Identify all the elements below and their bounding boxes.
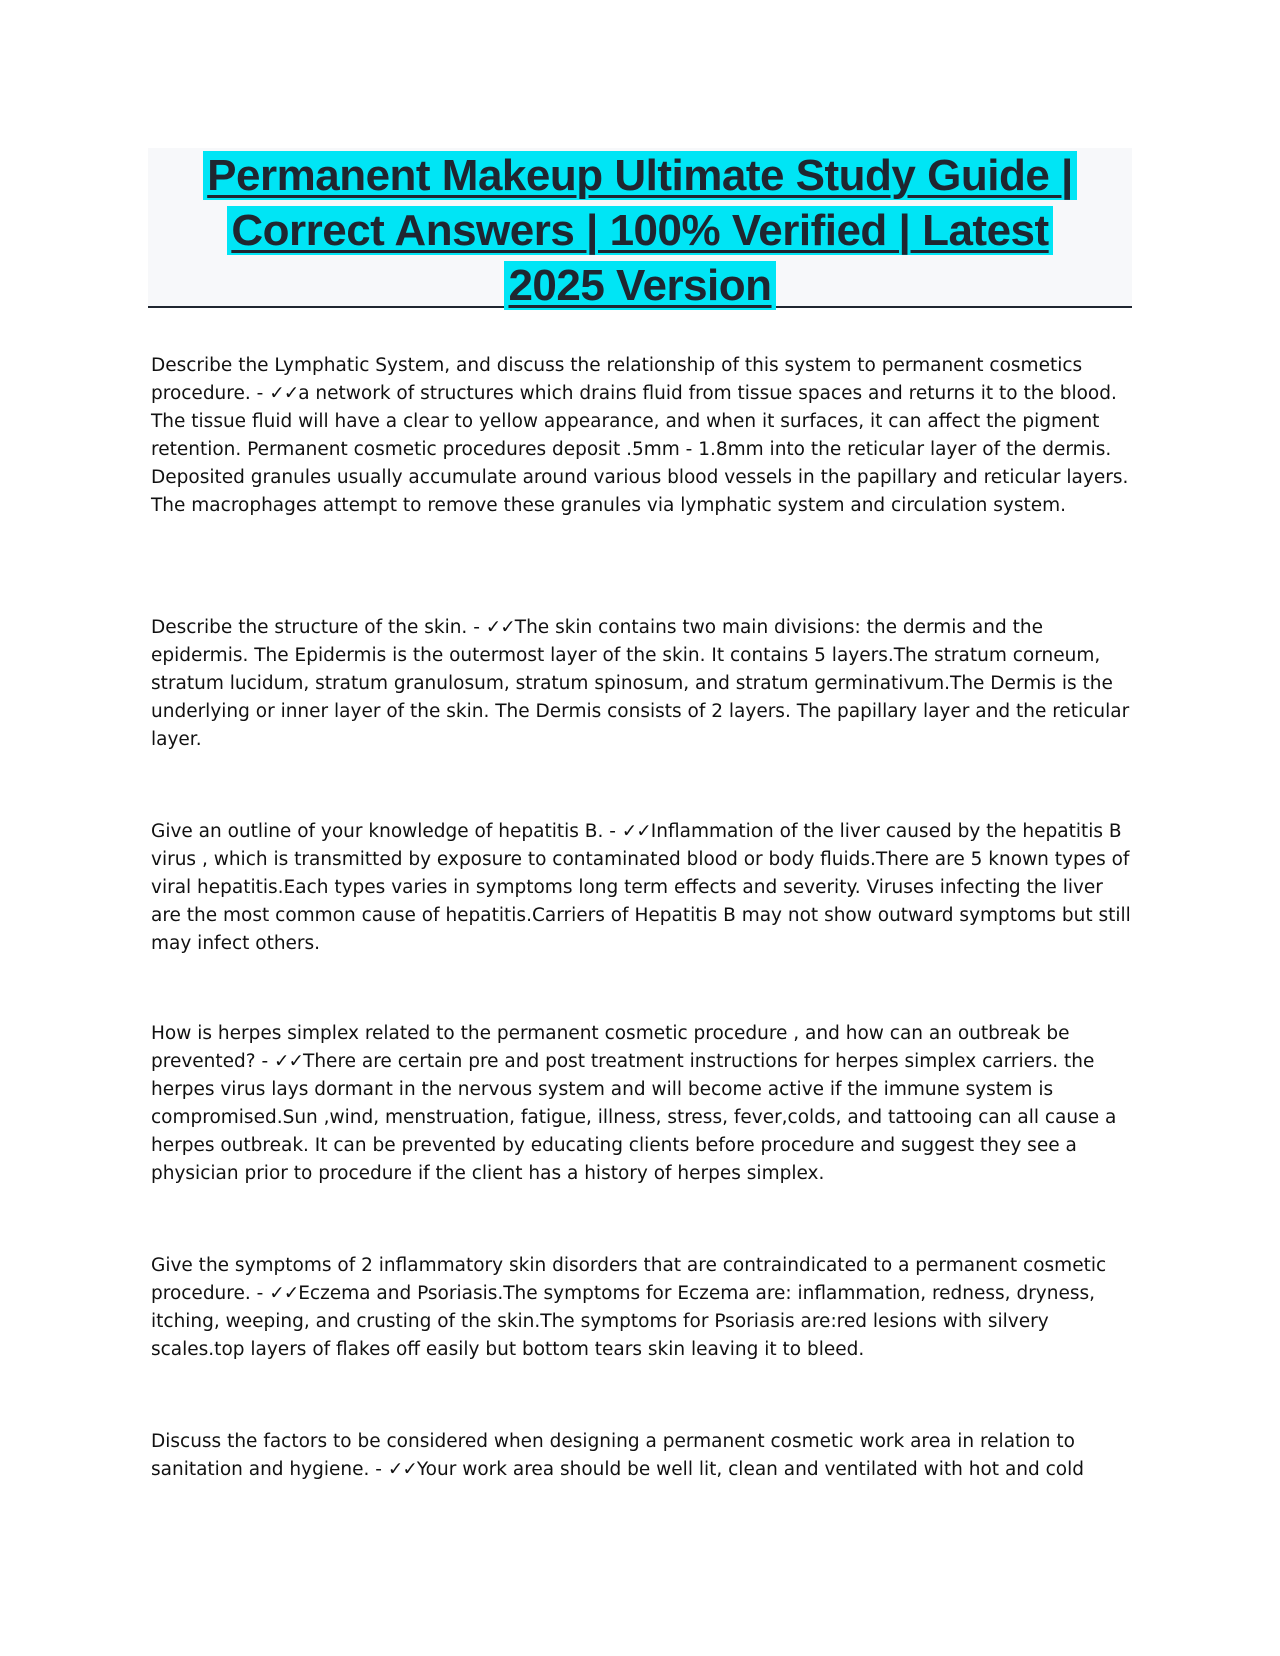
qa-item-6 <box>151 1428 1136 1484</box>
answer-text: Inflammation of the liver caused by the hepatitis B virus , which is transmitted by exposure to contaminated blood or body fluids.There are 5 known types of viral hepatitis.Each types varies in symptoms long term effects and severity. Viruses infecting the liver are the most common cause of hepatitis.Carriers of Hepatitis B may not show outward symptoms but still may infect others. <box>151 821 1131 954</box>
separator: - <box>250 383 270 404</box>
answer-text: a network of structures which drains fluid from tissue spaces and returns it to the blood. The tissue fluid will have a clear to yellow appearance, and when it surfaces, it can affect the pigment retention. Permanent cosmetic procedures deposit .5mm - 1.8mm into the reticular layer of the dermis. Deposited granules usually accumulate around various blood vessels in the papillary and reticular layers. The macrophages attempt to remove these granules via lymphatic system and circulation system. <box>151 383 1129 516</box>
question-text: Give the symptoms of 2 inflammatory skin disorders that are contraindicated to a permanent cosmetic procedure. <box>151 1255 1107 1304</box>
qa-text <box>151 614 1136 754</box>
question-text: Give an outline of your knowledge of hepatitis B. <box>151 821 604 842</box>
check-marks-icon: ✓✓ <box>269 1283 299 1304</box>
qa-text <box>151 1428 1136 1484</box>
qa-text <box>151 1252 1136 1364</box>
title-line-3: 2025 Version <box>504 261 775 310</box>
answer-text: Eczema and Psoriasis.The symptoms for Eczema are: inflammation, redness, dryness, itching, weeping, and crusting of the skin.The symptoms for Psoriasis are:red lesions with silvery scales.top layers of flakes off easily but bottom tears skin leaving it to bleed. <box>151 1283 1096 1360</box>
separator: - <box>369 1459 388 1480</box>
question-text: How is herpes simplex related to the permanent cosmetic procedure , and how can an outbreak be prevented? <box>151 1023 1070 1072</box>
check-marks-icon: ✓✓ <box>485 617 515 638</box>
check-marks-icon: ✓✓ <box>387 1459 417 1480</box>
qa-item-2 <box>151 614 1136 754</box>
check-marks-icon: ✓✓ <box>269 383 299 404</box>
question-text: Discuss the factors to be considered when designing a permanent cosmetic work area in relation to sanitation and hygiene. <box>151 1431 1075 1480</box>
question-text: Describe the structure of the skin. <box>151 617 468 638</box>
separator: - <box>467 617 486 638</box>
qa-item-4 <box>151 1020 1136 1188</box>
separator: - <box>603 821 622 842</box>
check-marks-icon: ✓✓ <box>274 1051 304 1072</box>
qa-item-3 <box>151 818 1136 958</box>
check-marks-icon: ✓✓ <box>621 821 651 842</box>
qa-item-1 <box>151 352 1136 520</box>
qa-text <box>151 818 1136 958</box>
qa-text <box>151 352 1136 520</box>
answer-text: Your work area should be well lit, clean and ventilated with hot and cold <box>416 1459 1085 1480</box>
qa-item-5 <box>151 1252 1136 1364</box>
title-line-1: Permanent Makeup Ultimate Study Guide | <box>203 151 1077 200</box>
title-line-2: Correct Answers | 100% Verified | Latest <box>227 206 1052 255</box>
document-title <box>148 148 1132 313</box>
separator: - <box>250 1283 270 1304</box>
answer-text: The skin contains two main divisions: the dermis and the epidermis. The Epidermis is the outermost layer of the skin. It contains 5 layers.The stratum corneum, stratum lucidum, stratum granulosum, stratum spinosum, and stratum germinativum.The Dermis is the underlying or inner layer of the skin. The Dermis consists of 2 layers. The papillary layer and the reticular layer. <box>151 617 1130 750</box>
title-block <box>148 148 1132 308</box>
question-text: Describe the Lymphatic System, and discuss the relationship of this system to permanent cosmetics procedure. <box>151 355 1083 404</box>
separator: - <box>255 1051 275 1072</box>
qa-text <box>151 1020 1136 1188</box>
answer-text: There are certain pre and post treatment instructions for herpes simplex carriers. the herpes virus lays dormant in the nervous system and will become active if the immune system is compromised.Sun ,wind, menstruation, fatigue, illness, stress, fever,colds, and tattooing can all cause a herpes outbreak. It can be prevented by educating clients before procedure and suggest they see a physician prior to procedure if the client has a history of herpes simplex. <box>151 1051 1117 1184</box>
